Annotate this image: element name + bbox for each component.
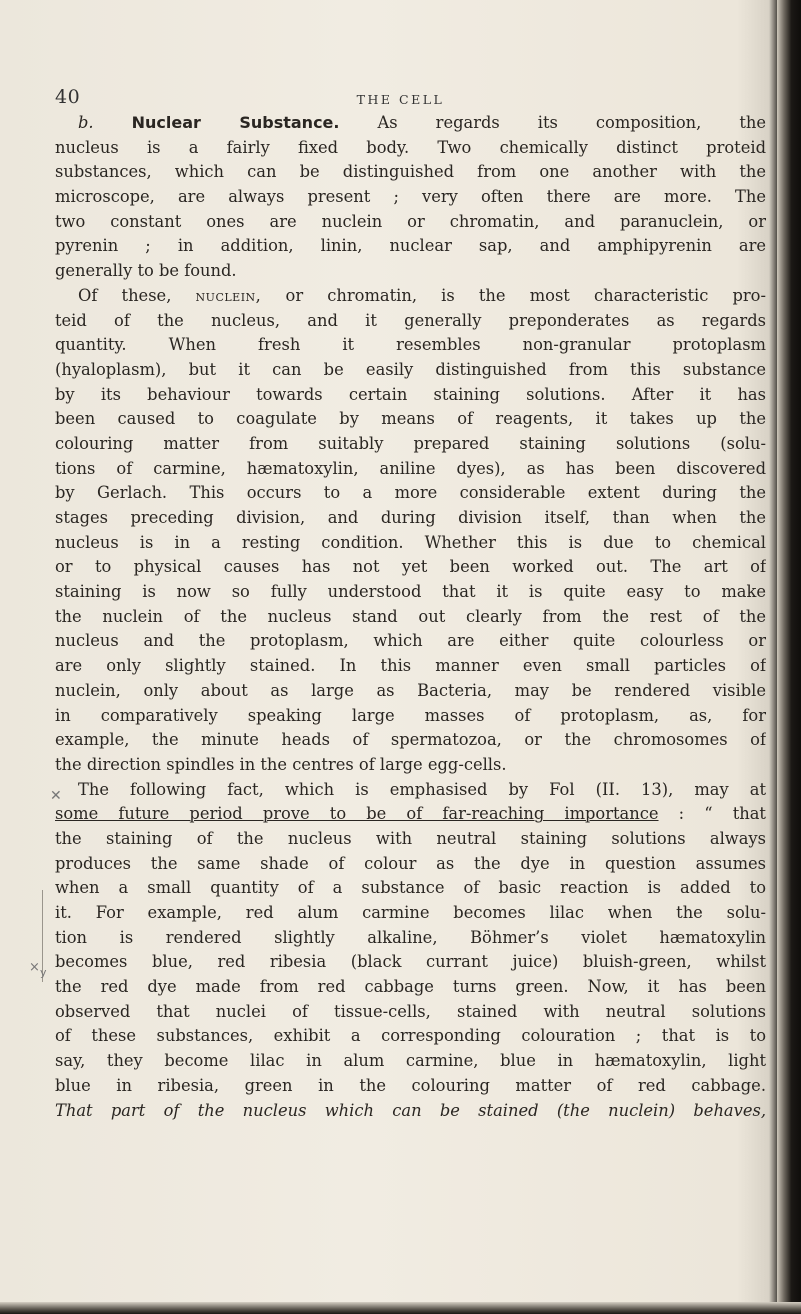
text-line: teid of the nucleus, and it generally preponderates as regards (55, 310, 766, 330)
text-line: generally to be found. (55, 261, 237, 281)
book-binding-shadow (777, 0, 801, 1314)
text-line: substances, which can be distinguished from one another with the (55, 162, 766, 182)
text-line-italic: That part of the nucleus which can be stained (the nuclein) behaves, (55, 1100, 766, 1120)
text-line: stages preceding division, and during division itself, than when the (55, 508, 766, 527)
text-line: becomes blue, red ribesia (black currant juice) bluish-green, whilst (55, 952, 766, 972)
section-label: b. (78, 113, 94, 132)
text-line: the direction spindles in the centres of large egg-cells. (55, 754, 507, 774)
text-line: (hyaloplasm), but it can be easily distinguished from this substance (55, 359, 766, 379)
text-line: blue in ribesia, green in the colouring matter of red cabbage. (55, 1075, 766, 1095)
text-line (55, 111, 766, 136)
text-line: by its behaviour towards certain staining solutions. After it has (55, 384, 766, 404)
page-number: 40 (55, 86, 81, 108)
page-bottom-edge (0, 1302, 801, 1314)
text-line: are only slightly stained. In this manner even small particles of (55, 656, 766, 676)
text-line: say, they become lilac in alum carmine, blue in hæmatoxylin, light (55, 1051, 766, 1071)
body-text (55, 111, 766, 1123)
term-nuclein: nuclein, (195, 285, 262, 305)
section-heading: Nuclear Substance. (131, 113, 340, 132)
text-line (55, 284, 766, 309)
text-span: As regards its composition, the (377, 113, 766, 132)
text-line: tions of carmine, hæmatoxylin, aniline dyes), as has been discovered (55, 458, 766, 478)
text-line: microscope, are always present ; very often there are more. The (55, 187, 766, 207)
text-line: nucleus is a fairly fixed body. Two chemically distinct proteid (55, 137, 766, 157)
text-line: when a small quantity of a substance of basic reaction is added to (55, 878, 766, 898)
text-line: nuclein, only about as large as Bacteria, may be rendered visible (55, 680, 766, 700)
text-line: nucleus and the protoplasm, which are either quite colourless or (55, 631, 766, 651)
text-line: of these substances, exhibit a corresponding colouration ; that is to (55, 1026, 766, 1046)
text-line: The following fact, which is emphasised by Fol (II. 13), may at (78, 779, 766, 799)
text-line (55, 802, 766, 827)
text-line: the red dye made from red cabbage turns green. Now, it has been (55, 977, 766, 997)
text-line: staining is now so fully understood that it is quite easy to make (55, 582, 766, 602)
text-line: in comparatively speaking large masses of protoplasm, as, for (55, 705, 766, 725)
running-title: THE CELL (356, 92, 445, 107)
text-span: or chromatin, is the most characteristic pro- (285, 285, 766, 305)
text-span: : “ that (678, 804, 766, 824)
text-line: nucleus is in a resting condition. Whether this is due to chemical (55, 532, 766, 552)
text-line: pyrenin ; in addition, linin, nuclear sap, and amphipyrenin are (55, 236, 766, 256)
text-line: quantity. When fresh it resembles non-granular protoplasm (55, 335, 766, 355)
text-line: tion is rendered slightly alkaline, Böhmer’s violet hæmatoxylin (55, 927, 766, 947)
text-line: observed that nuclei of tissue-cells, stained with neutral solutions (55, 1001, 766, 1021)
text-line: the nuclein of the nucleus stand out clearly from the rest of the (55, 606, 766, 626)
text-line: been caused to coagulate by means of reagents, it takes up the (55, 409, 766, 429)
text-line: the staining of the nucleus with neutral staining solutions always (55, 828, 766, 848)
text-line: colouring matter from suitably prepared staining solutions (solu- (55, 433, 766, 453)
text-span: Of these, (78, 285, 172, 305)
text-line: by Gerlach. This occurs to a more considerable extent during the (55, 483, 766, 503)
text-line: produces the same shade of colour as the dye in question assumes (55, 853, 766, 873)
margin-tail-mark: y (40, 966, 47, 979)
text-line: it. For example, red alum carmine becomes lilac when the solu- (55, 903, 766, 922)
margin-cross-mark-2: × (29, 960, 40, 975)
underlined-passage: some future period prove to be of far-reaching importance (55, 804, 659, 824)
text-line: example, the minute heads of spermatozoa, or the chromosomes of (55, 730, 766, 750)
text-line: or to physical causes has not yet been worked out. The art of (55, 557, 766, 577)
margin-cross-mark: ✕ (50, 788, 62, 804)
text-line: two constant ones are nuclein or chromatin, and paranuclein, or (55, 211, 766, 231)
